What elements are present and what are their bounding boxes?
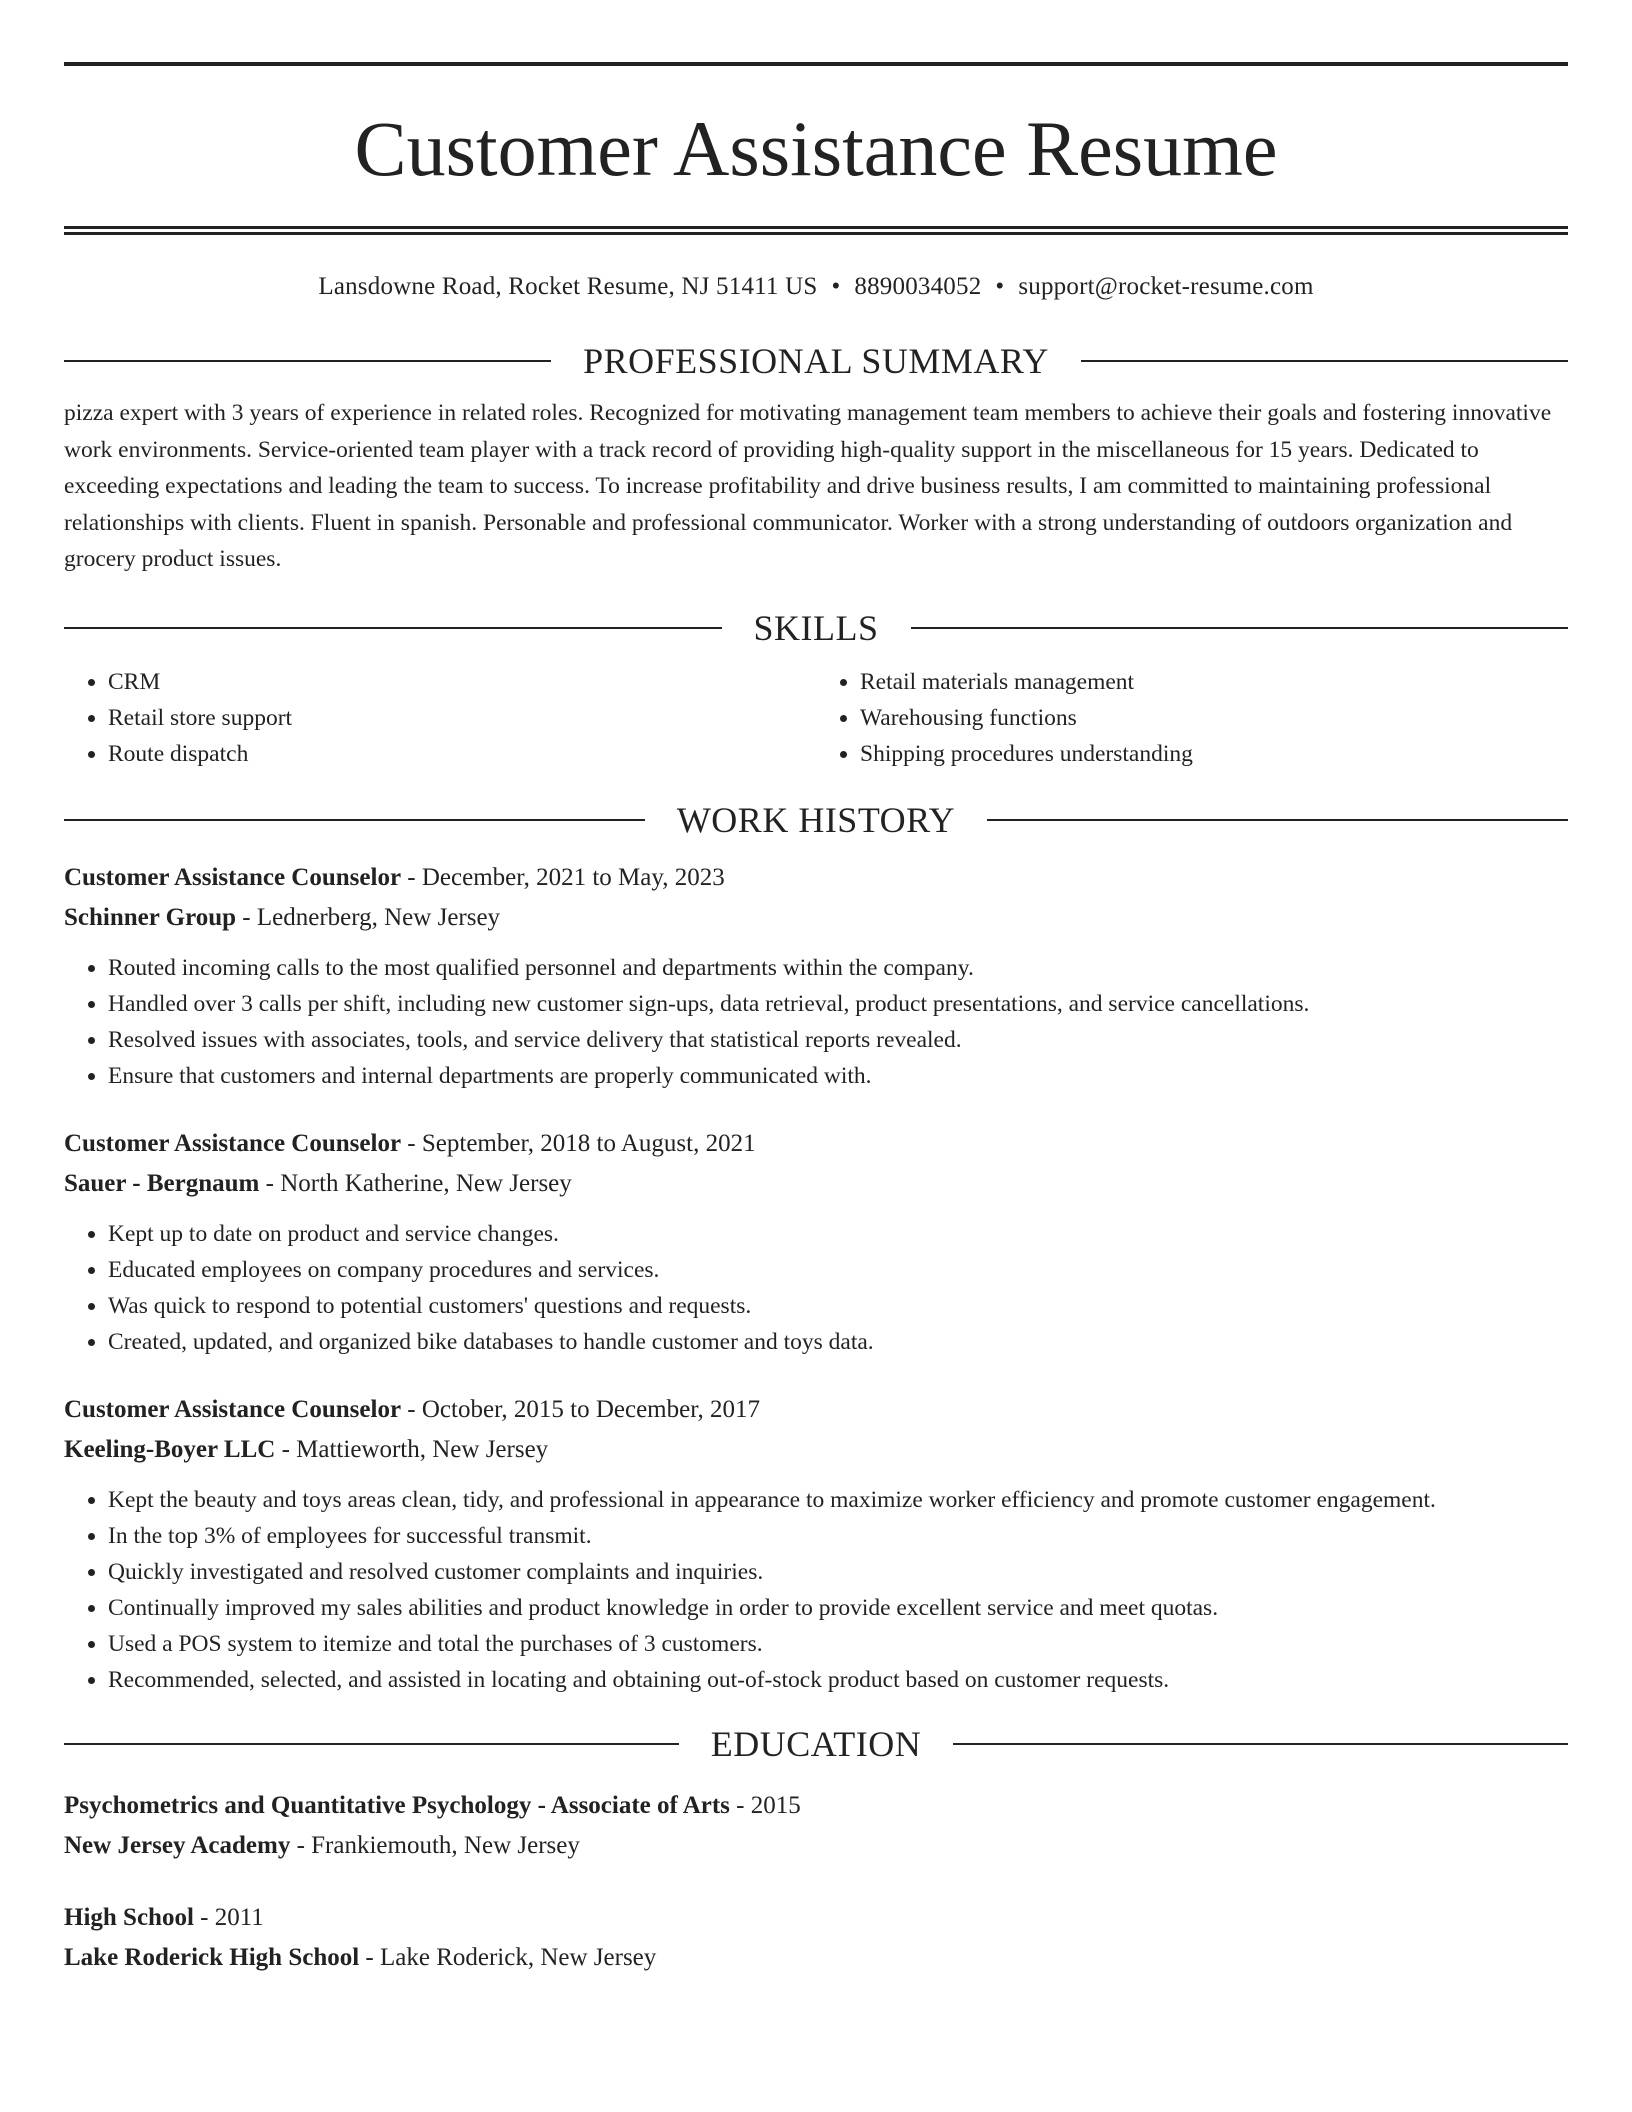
heading-rule [64,627,722,629]
contact-address: Lansdowne Road, Rocket Resume, NJ 51411 US [318,273,818,300]
education-school-line [64,1826,1568,1866]
skills-column-right [816,664,1568,772]
skill-item: • Warehousing functions [860,700,1568,736]
contact-email: support@rocket-resume.com [1018,273,1314,300]
job-company-line [64,1430,1568,1470]
job-bullet: • Continually improved my sales abilities and product knowledge in order to provide excellent service and meet quotas. [108,1590,1568,1626]
job-entry [64,1390,1568,1698]
skills-column-left [64,664,816,772]
contact-line [64,271,1568,303]
job-bullets [64,950,1568,1094]
education-entry [64,1898,1568,1978]
job-company: Schinner Group [64,903,237,931]
job-company: Sauer - Bergnaum [64,1169,260,1197]
job-location: - North Katherine, New Jersey [259,1169,572,1197]
education-school: Lake Roderick High School [64,1943,360,1971]
resume-title: Customer Assistance Resume [354,105,1278,192]
job-bullet: • Educated employees on company procedures and services. [108,1252,1568,1288]
job-bullet: • Resolved issues with associates, tools, and service delivery that statistical reports revealed. [108,1022,1568,1058]
job-bullet: • Kept up to date on product and service changes. [108,1216,1568,1252]
heading-rule [64,1743,679,1745]
heading-rule [64,360,551,362]
job-bullet: • Handled over 3 calls per shift, including new customer sign-ups, data retrieval, product presentations, and service cancellations. [108,986,1568,1022]
heading-rule [953,1743,1568,1745]
section-heading-summary [64,341,1568,381]
section-title: PROFESSIONAL SUMMARY [583,341,1049,381]
education-school: New Jersey Academy [64,1831,291,1859]
job-title-line [64,1390,1568,1430]
summary-text: pizza expert with 3 years of experience in related roles. Recognized for motivating management team members to achieve their goals and fostering innovative work environments. Service-oriented team player with a track record of providing high-quality support in the miscellaneous for 15 years. Dedicated to exceeding expectations and leading the team to success. To increase profitability and drive business results, I am committed to maintaining professional relationships with clients. Fluent in spanish. Personable and professional communicator. Worker with a strong understanding of outdoors organization and grocery product issues. [64,400,1552,572]
job-bullets [64,1216,1568,1360]
education-year: - 2011 [193,1903,264,1931]
contact-separator: • [995,273,1005,300]
education-entry [64,1786,1568,1866]
section-heading-education [64,1724,1568,1764]
job-location: - Lednerberg, New Jersey [236,903,501,931]
job-bullet: • Ensure that customers and internal departments are properly communicated with. [108,1058,1568,1094]
job-bullet: • Kept the beauty and toys areas clean, tidy, and professional in appearance to maximize worker efficiency and promote customer engagement. [108,1482,1568,1518]
job-dates: - September, 2018 to August, 2021 [401,1129,756,1157]
job-bullet: • Used a POS system to itemize and total the purchases of 3 customers. [108,1626,1568,1662]
section-heading-work [64,800,1568,840]
job-title: Customer Assistance Counselor [64,863,402,891]
skill-item: • Retail store support [108,700,816,736]
education-degree-line [64,1898,1568,1938]
section-title: SKILLS [753,607,879,648]
job-bullet: • Recommended, selected, and assisted in locating and obtaining out-of-stock product based on customer requests. [108,1662,1568,1698]
skill-item: • Shipping procedures understanding [860,736,1568,772]
section-title: EDUCATION [710,1723,922,1764]
education-school-line [64,1938,1568,1978]
job-title: Customer Assistance Counselor [64,1129,402,1157]
job-location: - Mattieworth, New Jersey [275,1435,549,1463]
job-company-line [64,898,1568,938]
contact-phone: 8890034052 [854,273,982,300]
heading-rule [64,819,645,821]
title-double-rule [64,226,1568,235]
job-title: Customer Assistance Counselor [64,1395,402,1423]
section-title: WORK HISTORY [676,799,956,840]
education-degree: High School [64,1903,194,1931]
heading-rule [987,819,1568,821]
education-degree-line [64,1786,1568,1826]
job-title-line [64,858,1568,898]
job-company: Keeling-Boyer LLC [64,1435,276,1463]
contact-separator: • [831,273,841,300]
job-entry [64,1124,1568,1360]
job-bullet: • Quickly investigated and resolved customer complaints and inquiries. [108,1554,1568,1590]
education-location: - Lake Roderick, New Jersey [359,1943,657,1971]
job-dates: - October, 2015 to December, 2017 [401,1395,761,1423]
top-rule [64,62,1568,66]
skills-list [64,664,1568,772]
job-bullet: • In the top 3% of employees for successful transmit. [108,1518,1568,1554]
section-heading-skills [64,608,1568,648]
education-location: - Frankiemouth, New Jersey [290,1831,580,1859]
skill-item: • Route dispatch [108,736,816,772]
education-year: - 2015 [729,1791,801,1819]
job-bullet: • Was quick to respond to potential customers' questions and requests. [108,1288,1568,1324]
heading-rule [911,627,1569,629]
education-degree: Psychometrics and Quantitative Psychology - Associate of Arts [64,1791,730,1819]
job-bullets [64,1482,1568,1698]
job-dates: - December, 2021 to May, 2023 [401,863,725,891]
job-bullet: • Created, updated, and organized bike databases to handle customer and toys data. [108,1324,1568,1360]
skill-item: • Retail materials management [860,664,1568,700]
job-entry [64,858,1568,1094]
job-company-line [64,1164,1568,1204]
job-bullet: • Routed incoming calls to the most qualified personnel and departments within the company. [108,950,1568,986]
skill-item: • CRM [108,664,816,700]
heading-rule [1081,360,1568,362]
job-title-line [64,1124,1568,1164]
